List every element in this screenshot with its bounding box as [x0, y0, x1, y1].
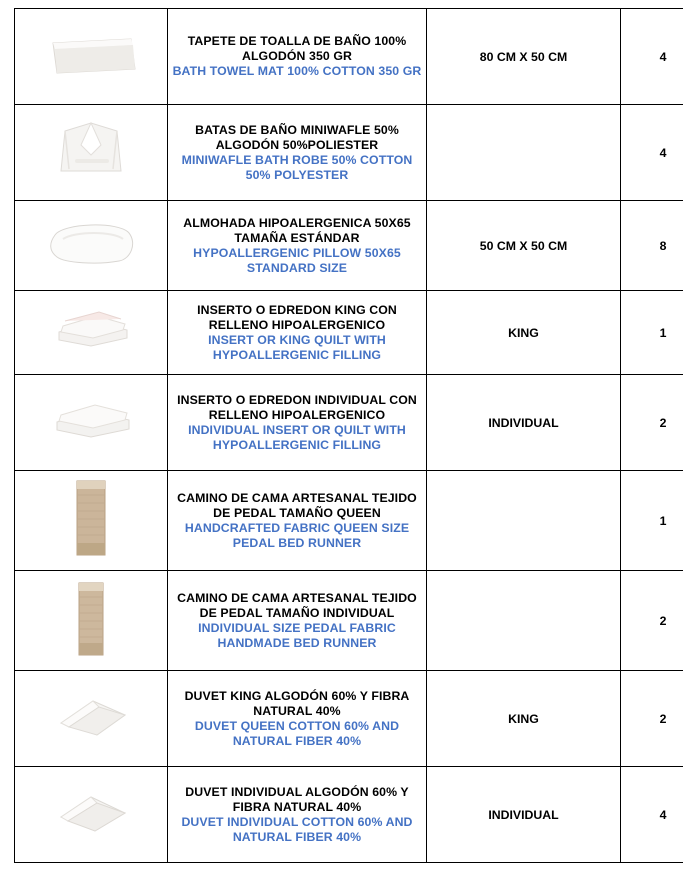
description-en: DUVET INDIVIDUAL COTTON 60% AND NATURAL FIBER 40% — [181, 814, 413, 844]
individual-duvet-photo — [35, 781, 147, 843]
description-es: ALMOHADA HIPOALERGENICA 50X65 TAMAÑA ESTÁNDAR — [183, 215, 411, 245]
individual-bed-runner-photo — [35, 577, 147, 659]
product-size-cell — [427, 105, 621, 201]
product-image-cell — [15, 291, 168, 375]
product-qty-cell: 2 — [621, 671, 683, 767]
table-row — [15, 105, 683, 201]
product-image-cell — [15, 201, 168, 291]
bath-towel-mat-photo — [35, 25, 147, 83]
product-size-cell: 80 CM X 50 CM — [427, 9, 621, 105]
table-row — [15, 571, 683, 671]
description-es: CAMINO DE CAMA ARTESANAL TEJIDO DE PEDAL TAMAÑO INDIVIDUAL — [177, 590, 417, 620]
description-block — [172, 393, 422, 453]
description-es: DUVET KING ALGODÓN 60% Y FIBRA NATURAL 40% — [184, 688, 410, 718]
description-block — [172, 689, 422, 749]
description-en: INDIVIDUAL INSERT OR QUILT WITH HYPOALLERGENIC FILLING — [188, 422, 406, 452]
description-block — [172, 216, 422, 276]
product-description-cell — [168, 9, 427, 105]
product-description-cell — [168, 291, 427, 375]
product-size-cell: 50 CM X 50 CM — [427, 201, 621, 291]
description-block — [172, 303, 422, 363]
description-block — [172, 785, 422, 845]
product-description-cell — [168, 375, 427, 471]
description-en: DUVET QUEEN COTTON 60% AND NATURAL FIBER 40% — [194, 718, 400, 748]
product-table-body — [15, 9, 683, 863]
table-row — [15, 671, 683, 767]
product-description-cell — [168, 471, 427, 571]
table-row — [15, 201, 683, 291]
description-es: DUVET INDIVIDUAL ALGODÓN 60% Y FIBRA NATURAL 40% — [185, 784, 409, 814]
description-es: INSERTO O EDREDON KING CON RELLENO HIPOALERGENICO — [197, 302, 397, 332]
product-qty-cell: 4 — [621, 767, 683, 863]
product-size-cell — [427, 471, 621, 571]
table-row — [15, 9, 683, 105]
table-row — [15, 375, 683, 471]
product-size-cell: KING — [427, 291, 621, 375]
product-image-cell — [15, 105, 168, 201]
product-description-cell — [168, 571, 427, 671]
product-qty-cell: 2 — [621, 571, 683, 671]
description-en: INDIVIDUAL SIZE PEDAL FABRIC HANDMADE BED RUNNER — [198, 620, 396, 650]
description-es: CAMINO DE CAMA ARTESANAL TEJIDO DE PEDAL TAMAÑO QUEEN — [177, 490, 417, 520]
description-es: TAPETE DE TOALLA DE BAÑO 100% ALGODÓN 350 GR — [187, 34, 407, 63]
description-en: BATH TOWEL MAT 100% COTTON 350 GR — [172, 64, 422, 78]
table-row — [15, 291, 683, 375]
description-en: HYPOALLERGENIC PILLOW 50X65 STANDARD SIZE — [193, 245, 401, 275]
product-image-cell — [15, 571, 168, 671]
product-description-cell — [168, 671, 427, 767]
bath-robe-photo — [35, 115, 147, 185]
queen-bed-runner-photo — [35, 477, 147, 559]
product-description-cell — [168, 767, 427, 863]
product-size-cell — [427, 571, 621, 671]
product-qty-cell: 4 — [621, 105, 683, 201]
description-en: HANDCRAFTED FABRIC QUEEN SIZE PEDAL BED RUNNER — [184, 520, 410, 550]
product-qty-cell: 2 — [621, 375, 683, 471]
description-block — [172, 591, 422, 651]
product-image-cell — [15, 471, 168, 571]
product-image-cell — [15, 375, 168, 471]
description-block — [172, 123, 422, 183]
product-description-cell — [168, 105, 427, 201]
product-qty-cell: 1 — [621, 291, 683, 375]
individual-quilt-insert-photo — [35, 392, 147, 448]
table-row — [15, 471, 683, 571]
description-es: BATAS DE BAÑO MINIWAFLE 50% ALGODÓN 50%POLIESTER — [195, 122, 399, 152]
product-qty-cell: 4 — [621, 9, 683, 105]
product-size-cell: KING — [427, 671, 621, 767]
table-row — [15, 767, 683, 863]
description-en: INSERT OR KING QUILT WITH HYPOALLERGENIC FILLING — [208, 332, 386, 362]
product-image-cell — [15, 767, 168, 863]
king-quilt-insert-photo — [35, 302, 147, 358]
product-table — [14, 8, 683, 863]
description-en: MINIWAFLE BATH ROBE 50% COTTON 50% POLYESTER — [181, 152, 413, 182]
product-description-cell — [168, 201, 427, 291]
product-qty-cell: 8 — [621, 201, 683, 291]
description-block — [172, 491, 422, 551]
description-es: INSERTO O EDREDON INDIVIDUAL CON RELLENO HIPOALERGENICO — [177, 392, 417, 422]
product-image-cell — [15, 9, 168, 105]
product-image-cell — [15, 671, 168, 767]
description-block — [172, 34, 422, 79]
product-qty-cell: 1 — [621, 471, 683, 571]
product-size-cell: INDIVIDUAL — [427, 375, 621, 471]
hypoallergenic-pillow-photo — [35, 213, 147, 273]
product-size-cell: INDIVIDUAL — [427, 767, 621, 863]
king-duvet-photo — [35, 685, 147, 747]
